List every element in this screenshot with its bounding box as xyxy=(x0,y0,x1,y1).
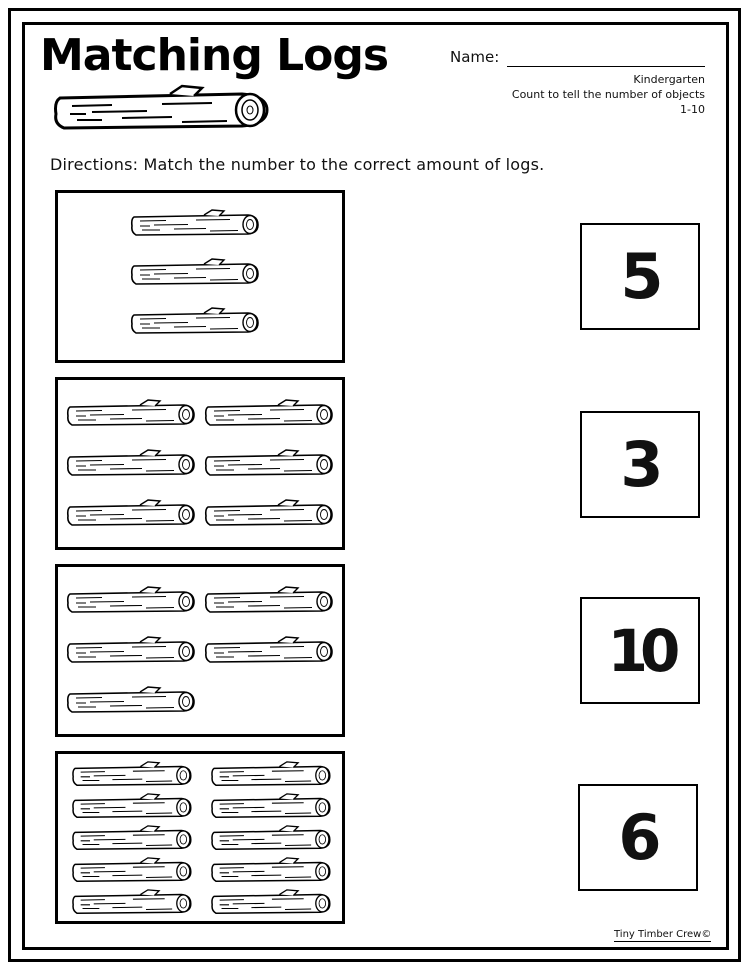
number-card[interactable] xyxy=(580,597,700,704)
log-icon xyxy=(66,398,196,428)
grade-label: Kindergarten xyxy=(633,73,705,86)
log-group-box[interactable] xyxy=(55,377,345,550)
footer-credit: Tiny Timber Crew© xyxy=(614,929,712,940)
log-icon xyxy=(67,888,197,916)
log-icon xyxy=(204,585,334,615)
log-icon xyxy=(206,760,336,788)
log-group-box[interactable] xyxy=(55,564,345,737)
directions: Directions: Match the number to the correct amount of logs. xyxy=(50,155,545,174)
log-icon xyxy=(204,398,334,428)
log-icon xyxy=(66,498,196,528)
log-icon xyxy=(66,585,196,615)
number-label: 3 xyxy=(620,428,660,501)
number-card[interactable] xyxy=(578,784,698,891)
log-icon xyxy=(206,856,336,884)
log-icon xyxy=(130,208,260,238)
log-icon xyxy=(204,498,334,528)
log-group-box[interactable] xyxy=(55,751,345,924)
number-label: 6 xyxy=(618,801,658,874)
name-label: Name: xyxy=(450,48,500,66)
number-label: 5 xyxy=(620,240,660,313)
log-icon xyxy=(67,792,197,820)
log-icon xyxy=(206,792,336,820)
name-field[interactable] xyxy=(507,66,705,67)
log-icon xyxy=(67,856,197,884)
log-icon xyxy=(67,760,197,788)
log-icon xyxy=(204,448,334,478)
worksheet-title: Matching Logs xyxy=(40,30,389,81)
log-group-box[interactable] xyxy=(55,190,345,363)
number-label: 10 xyxy=(607,616,673,685)
log-icon xyxy=(130,306,260,336)
number-card[interactable] xyxy=(580,223,700,330)
log-icon xyxy=(66,448,196,478)
log-icon xyxy=(66,685,196,715)
log-icon xyxy=(67,824,197,852)
log-icon xyxy=(206,888,336,916)
number-card[interactable] xyxy=(580,411,700,518)
worksheet-meta xyxy=(512,72,705,117)
range-label: 1-10 xyxy=(680,103,705,116)
log-icon xyxy=(130,257,260,287)
log-icon xyxy=(66,635,196,665)
title-log-icon xyxy=(52,84,272,134)
log-icon xyxy=(206,824,336,852)
standard-label: Count to tell the number of objects xyxy=(511,88,705,101)
log-icon xyxy=(204,635,334,665)
